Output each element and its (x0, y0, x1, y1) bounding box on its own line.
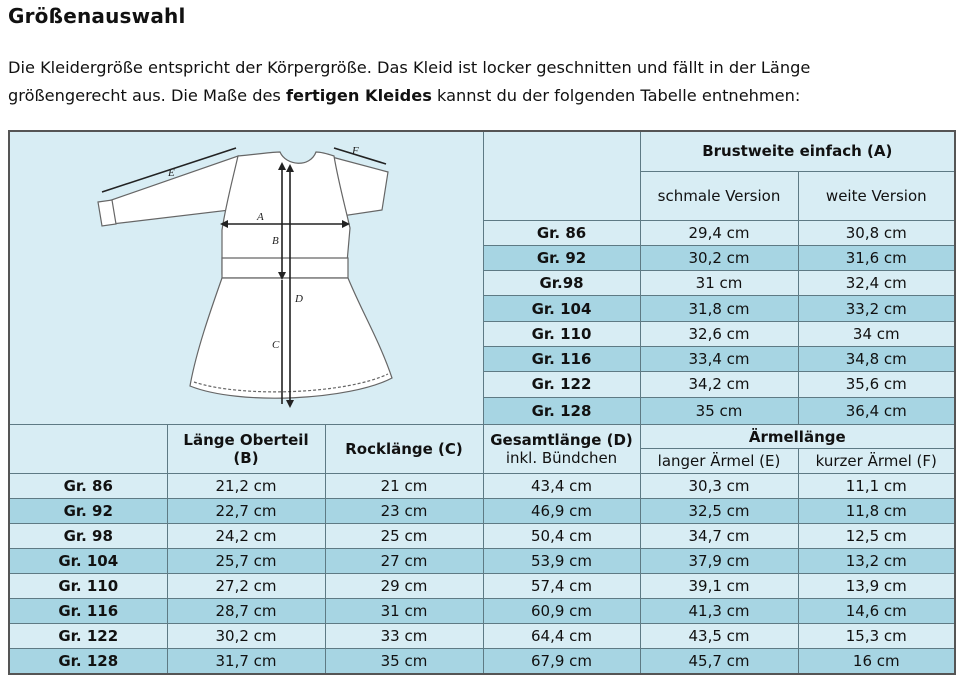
chest-col-wide: weite Version (798, 171, 955, 220)
length-top: 31,7 cm (167, 649, 325, 674)
label-c: C (272, 339, 280, 351)
length-col-short: kurzer Ärmel (F) (798, 449, 955, 474)
chest-narrow: 30,2 cm (640, 245, 798, 270)
length-long: 34,7 cm (640, 524, 798, 549)
waistband-shape (222, 258, 348, 278)
length-short: 11,8 cm (798, 499, 955, 524)
length-long: 30,3 cm (640, 474, 798, 499)
bodice-shape (222, 152, 350, 274)
length-row (9, 649, 955, 674)
length-short: 16 cm (798, 649, 955, 674)
label-d: D (295, 293, 303, 305)
length-long: 32,5 cm (640, 499, 798, 524)
intro-text (8, 54, 938, 110)
length-size: Gr. 104 (9, 549, 167, 574)
length-total: 57,4 cm (483, 574, 640, 599)
label-e: E (168, 167, 175, 179)
chest-size: Gr. 86 (483, 220, 640, 245)
length-col-sleeve: Ärmellänge (640, 425, 955, 449)
chest-header: Brustweite einfach (A) (640, 131, 955, 171)
length-top: 30,2 cm (167, 624, 325, 649)
chest-narrow: 35 cm (640, 397, 798, 424)
chest-narrow: 29,4 cm (640, 220, 798, 245)
chest-narrow: 31 cm (640, 271, 798, 296)
chest-wide: 36,4 cm (798, 397, 955, 424)
length-total: 64,4 cm (483, 624, 640, 649)
length-skirt: 29 cm (325, 574, 483, 599)
chest-corner-cell (483, 131, 640, 220)
label-a: A (257, 211, 264, 223)
length-short: 11,1 cm (798, 474, 955, 499)
length-col-top-line1: Länge Oberteil (183, 431, 309, 449)
length-row (9, 549, 955, 574)
length-size: Gr. 98 (9, 524, 167, 549)
length-row (9, 624, 955, 649)
length-skirt: 33 cm (325, 624, 483, 649)
length-total: 43,4 cm (483, 474, 640, 499)
length-size: Gr. 128 (9, 649, 167, 674)
dress-diagram (10, 132, 482, 424)
length-size: Gr. 92 (9, 499, 167, 524)
size-table (8, 130, 956, 675)
length-col-top (167, 425, 325, 474)
length-short: 13,9 cm (798, 574, 955, 599)
chest-size: Gr. 122 (483, 372, 640, 397)
dress-diagram-cell (9, 131, 483, 425)
length-skirt: 35 cm (325, 649, 483, 674)
length-top: 28,7 cm (167, 599, 325, 624)
length-long: 43,5 cm (640, 624, 798, 649)
label-f: F (352, 145, 359, 157)
length-row (9, 499, 955, 524)
chest-wide: 34 cm (798, 321, 955, 346)
length-total: 50,4 cm (483, 524, 640, 549)
length-corner-cell (9, 425, 167, 474)
chest-narrow: 33,4 cm (640, 347, 798, 372)
length-skirt: 25 cm (325, 524, 483, 549)
length-short: 12,5 cm (798, 524, 955, 549)
length-col-total (483, 425, 640, 474)
chest-size: Gr.98 (483, 271, 640, 296)
page-title: Größenauswahl (8, 4, 186, 28)
intro-line-2-start: größengerecht aus. Die Maße des (8, 86, 287, 105)
length-size: Gr. 86 (9, 474, 167, 499)
length-long: 41,3 cm (640, 599, 798, 624)
length-row (9, 524, 955, 549)
length-skirt: 23 cm (325, 499, 483, 524)
length-long: 39,1 cm (640, 574, 798, 599)
length-col-total-line1: Gesamtlänge (D) (490, 431, 633, 449)
skirt-shape (190, 278, 392, 398)
length-col-long: langer Ärmel (E) (640, 449, 798, 474)
length-long: 37,9 cm (640, 549, 798, 574)
chest-wide: 35,6 cm (798, 372, 955, 397)
length-top: 24,2 cm (167, 524, 325, 549)
chest-narrow: 34,2 cm (640, 372, 798, 397)
length-size: Gr. 116 (9, 599, 167, 624)
length-row (9, 474, 955, 499)
length-skirt: 31 cm (325, 599, 483, 624)
chest-wide: 32,4 cm (798, 271, 955, 296)
length-top: 21,2 cm (167, 474, 325, 499)
chest-size: Gr. 110 (483, 321, 640, 346)
chest-narrow: 31,8 cm (640, 296, 798, 321)
chest-wide: 30,8 cm (798, 220, 955, 245)
label-b: B (272, 235, 279, 247)
length-size: Gr. 122 (9, 624, 167, 649)
length-skirt: 27 cm (325, 549, 483, 574)
length-short: 15,3 cm (798, 624, 955, 649)
length-row (9, 599, 955, 624)
length-total: 60,9 cm (483, 599, 640, 624)
length-short: 13,2 cm (798, 549, 955, 574)
length-skirt: 21 cm (325, 474, 483, 499)
length-short: 14,6 cm (798, 599, 955, 624)
intro-line-1: Die Kleidergröße entspricht der Körpergröße. Das Kleid ist locker geschnitten und fällt in der Länge (8, 58, 811, 77)
length-total: 46,9 cm (483, 499, 640, 524)
arrow-d-bottom (286, 400, 294, 408)
length-size: Gr. 110 (9, 574, 167, 599)
length-col-top-line2: (B) (233, 449, 259, 467)
length-total: 67,9 cm (483, 649, 640, 674)
chest-col-narrow: schmale Version (640, 171, 798, 220)
intro-line-2-end: kannst du der folgenden Tabelle entnehmen: (431, 86, 801, 105)
length-total: 53,9 cm (483, 549, 640, 574)
chest-size: Gr. 128 (483, 397, 640, 424)
chest-wide: 33,2 cm (798, 296, 955, 321)
chest-wide: 34,8 cm (798, 347, 955, 372)
length-col-total-line2: inkl. Bündchen (505, 449, 618, 467)
chest-size: Gr. 116 (483, 347, 640, 372)
chest-size: Gr. 104 (483, 296, 640, 321)
chest-size: Gr. 92 (483, 245, 640, 270)
length-col-skirt: Rocklänge (C) (325, 425, 483, 474)
chest-wide: 31,6 cm (798, 245, 955, 270)
length-row (9, 574, 955, 599)
chest-narrow: 32,6 cm (640, 321, 798, 346)
length-top: 25,7 cm (167, 549, 325, 574)
intro-line-2-bold: fertigen Kleides (286, 86, 432, 105)
length-top: 27,2 cm (167, 574, 325, 599)
length-top: 22,7 cm (167, 499, 325, 524)
length-long: 45,7 cm (640, 649, 798, 674)
